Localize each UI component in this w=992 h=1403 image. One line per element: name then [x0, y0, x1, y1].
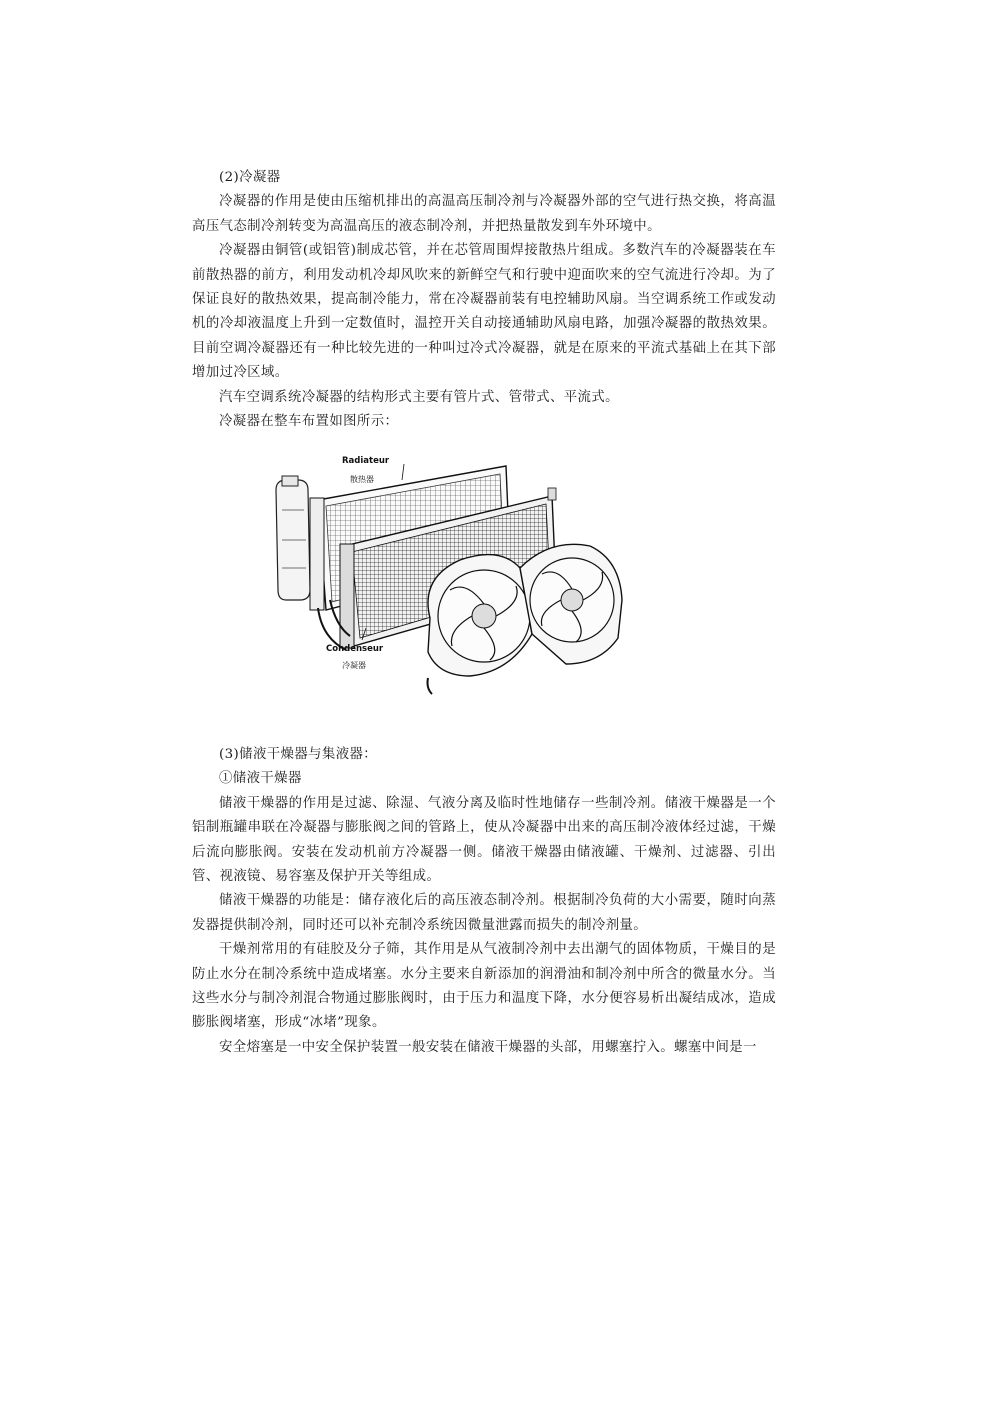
condenser-paragraph: 冷凝器由铜管(或铝管)制成芯管，并在芯管周围焊接散热片组成。多数汽车的冷凝器装在车前散热器的前方，利用发动机冷却风吹来的新鲜空气和行驶中迎面吹来的空气流进行冷却。为了保证良好的散热效果，提高制冷能力，常在冷凝器前装有电控辅助风扇。当空调系统工作或发动机的冷却液温度上升到一定数值时，温控开关自动接通辅助风扇电路，加强冷凝器的散热效果。目前空调冷凝器还有一种比较先进的一种叫过冷式冷凝器，就是在原来的平流式基础上在其下部增加过冷区域。	[192, 243, 776, 381]
expansion-tank	[276, 476, 310, 600]
radiator-condenser-illustration	[270, 450, 630, 695]
condenser-layout-figure	[270, 450, 630, 695]
drier-subheading: ①储液干燥器	[219, 771, 302, 787]
condenser-paragraph: 冷凝器在整车布置如图所示：	[219, 414, 399, 430]
drier-paragraph: 储液干燥器的功能是：储存液化后的高压液态制冷剂。根据制冷负荷的大小需要，随时向蒸发器提供制冷剂，同时还可以补充制冷系统因微量泄露而损失的制冷剂量。	[192, 893, 776, 933]
drier-paragraph: 干燥剂常用的有硅胶及分子筛，其作用是从气液制冷剂中去出潮气的固体物质，干燥目的是防止水分在制冷系统中造成堵塞。水分主要来自新添加的润滑油和制冷剂中所含的微量水分。当这些水分与制冷剂混合物通过膨胀阀时，由于压力和温度下降，水分便容易析出凝结成冰，造成膨胀阀堵塞，形成“冰堵”现象。	[192, 942, 776, 1031]
drier-paragraph: 安全熔塞是一中安全保护装置一般安装在储液干燥器的头部，用螺塞拧入。螺塞中间是一	[219, 1039, 757, 1055]
radiator-label: Radiateur	[342, 456, 390, 466]
condenser-paragraph: 汽车空调系统冷凝器的结构形式主要有管片式、管带式、平流式。	[219, 389, 619, 405]
radiator-leader-line	[402, 464, 404, 480]
condenser-label-cn: 冷凝器	[342, 661, 366, 670]
radiator-label-cn: 散热器	[350, 475, 374, 484]
drier-heading: (3)储液干燥器与集液器：	[219, 747, 378, 762]
condenser-heading: (2)冷凝器	[219, 170, 281, 185]
drier-section	[192, 743, 776, 1060]
condenser-label: Condenseur	[326, 644, 384, 654]
cooling-fans	[428, 544, 623, 694]
condenser-paragraph: 冷凝器的作用是使由压缩机排出的高温高压制冷剂与冷凝器外部的空气进行热交换，将高温高压气态制冷剂转变为高温高压的液态制冷剂，并把热量散发到车外环境中。	[192, 194, 776, 234]
condenser-section	[192, 166, 776, 434]
drier-paragraph: 储液干燥器的作用是过滤、除湿、气液分离及临时性地储存一些制冷剂。储液干燥器是一个铝制瓶罐串联在冷凝器与膨胀阀之间的管路上，使从冷凝器中出来的高压制冷液体经过滤，干燥后流向膨胀阀。安装在发动机前方冷凝器一侧。储液干燥器由储液罐、干燥剂、过滤器、引出管、视液镜、易容塞及保护开关等组成。	[192, 795, 776, 885]
